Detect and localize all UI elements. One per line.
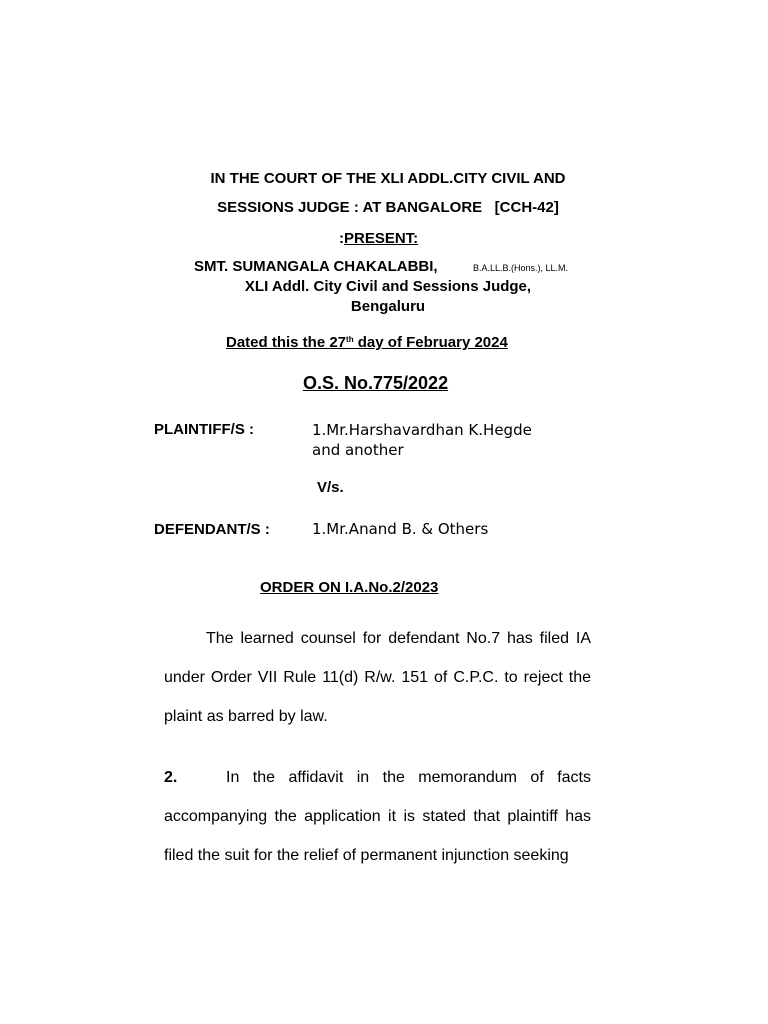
date-ordinal-suffix: th [346,335,354,344]
plaintiff-line2: and another [312,441,404,459]
plaintiff-label: PLAINTIFF/S : [154,421,254,438]
judge-title-line1: XLI Addl. City Civil and Sessions Judge, [244,278,532,295]
judge-name: SMT. SUMANGALA CHAKALABBI, [194,258,438,275]
plaintiff-line1: 1.Mr.Harshavardhan K.Hegde [312,421,532,439]
date-prefix: Dated this the 27 [226,334,347,351]
order-title: ORDER ON I.A.No.2/2023 [260,579,439,596]
judge-title [150,277,626,317]
present-prefix: : [339,230,344,247]
defendant-value: 1.Mr.Anand B. & Others [312,520,489,538]
plaintiff-value [312,420,592,460]
case-number: O.S. No.775/2022 [303,373,449,393]
date-rest: day of February 2024 [353,334,508,351]
judge-qualifications: B.A.LL.B.(Hons.), LL.M. [473,263,569,273]
court-heading-line1: IN THE COURT OF THE XLI ADDL.CITY CIVIL AND [210,170,566,187]
present-label: PRESENT: [344,230,419,247]
paragraph-1 [164,619,591,736]
present-heading [339,230,418,247]
paragraph-2-text: In the affidavit in the memorandum of facts accompanying the application it is stated that plaintiff has filed the suit for the relief of permanent injunction seeking [164,769,591,864]
court-heading-line2: SESSIONS JUDGE : AT BANGALORE [CCH-42] [217,199,559,216]
paragraph-2-number: 2. [164,769,178,786]
paragraph-2 [164,758,591,875]
paragraph-1-text: The learned counsel for defendant No.7 has filed IA under Order VII Rule 11(d) R/w. 151 of C.P.C. to reject the plaint as barred by law. [164,630,591,725]
judge-title-line2: Bengaluru [350,298,426,315]
order-date [226,334,508,351]
versus: V/s. [317,479,344,496]
defendant-label: DEFENDANT/S : [154,521,270,538]
court-heading [150,164,626,222]
